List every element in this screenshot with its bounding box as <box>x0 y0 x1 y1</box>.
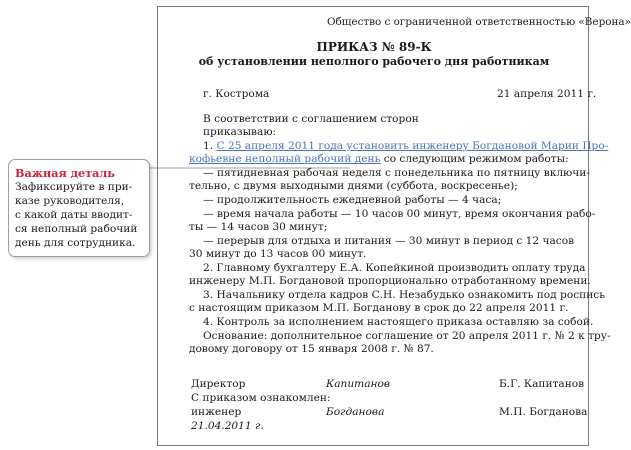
schedule-line: 30 минут до 13 часов 00 минут. <box>189 248 367 260</box>
schedule-line: — перерыв для отдыха и питания — 30 минут в период с 12 часов <box>203 235 575 247</box>
item-2-line: 2. Главному бухгалтеру Е.А. Копейкиной производить оплату труда <box>203 262 586 274</box>
item-2-line: инженеру М.П. Богдановой пропорционально отработанному времени. <box>189 275 591 287</box>
organization-name: Общество с ограниченной ответственностью «Верона» <box>327 16 631 28</box>
item-1-highlight: С 25 апреля 2011 года установить инженеру Богдановой Марии Про- <box>216 140 609 152</box>
schedule-line: — время начала работы — 10 часов 00 минут, время окончания рабо- <box>203 208 596 220</box>
item-3-line: 3. Начальнику отдела кадров С.Н. Незабудько ознакомить под роспись <box>203 289 605 301</box>
employee-signature: Богданова <box>326 406 385 418</box>
preamble-line: В соответствии с соглашением сторон <box>203 113 419 125</box>
basis-line: довому договору от 15 января 2008 г. № 87. <box>189 343 434 355</box>
item-1-rest: со следующим режимом работы: <box>380 153 569 165</box>
director-position: Директор <box>191 378 246 390</box>
employee-name: М.П. Богданова <box>499 406 588 418</box>
item-1-highlight: кофьевне неполный рабочий день <box>189 153 381 165</box>
important-detail-sidenote <box>8 159 150 257</box>
director-signature: Капитанов <box>326 378 391 390</box>
item-1-line <box>203 140 608 153</box>
schedule-line: ты — 14 часов 30 минут; <box>189 221 328 233</box>
sidenote-line: день для сотрудника. <box>15 237 136 249</box>
preamble-line: приказываю: <box>203 126 277 138</box>
sidenote-line: с какой даты вводит- <box>15 209 133 221</box>
sidenote-line: казе руководителя, <box>15 195 125 207</box>
order-document <box>157 6 631 446</box>
order-subtitle: об установлении неполного рабочего дня работникам <box>198 55 550 68</box>
item-1-number: 1. <box>203 140 217 152</box>
acknowledgement-label: С приказом ознакомлен: <box>191 392 331 404</box>
acknowledgement-date: 21.04.2011 г. <box>191 420 264 432</box>
schedule-line: — продолжительность ежедневной работы — 4 часа; <box>203 194 502 206</box>
item-1-line <box>189 153 569 166</box>
order-city: г. Кострома <box>203 88 270 100</box>
item-4-line: 4. Контроль за исполнением настоящего приказа оставляю за собой. <box>203 316 594 328</box>
sidenote-line: ся неполный рабочий <box>15 223 138 235</box>
order-title: ПРИКАЗ № 89-К <box>316 40 432 54</box>
order-date: 21 апреля 2011 г. <box>497 88 597 100</box>
schedule-line: — пятидневная рабочая неделя с понедельника по пятницу включи- <box>203 167 590 179</box>
employee-position: инженер <box>191 406 242 418</box>
sidenote-title: Важная деталь <box>15 166 115 180</box>
director-name: Б.Г. Капитанов <box>499 378 585 390</box>
basis-line: Основание: дополнительное соглашение от 20 апреля 2011 г. № 2 к тру- <box>203 330 611 342</box>
schedule-line: тельно, с двумя выходными днями (суббота, воскресенье); <box>189 180 518 192</box>
sidenote-line: Зафиксируйте в при- <box>15 181 133 193</box>
item-3-line: с настоящим приказом М.П. Богданову в срок до 22 апреля 2011 г. <box>189 302 569 314</box>
